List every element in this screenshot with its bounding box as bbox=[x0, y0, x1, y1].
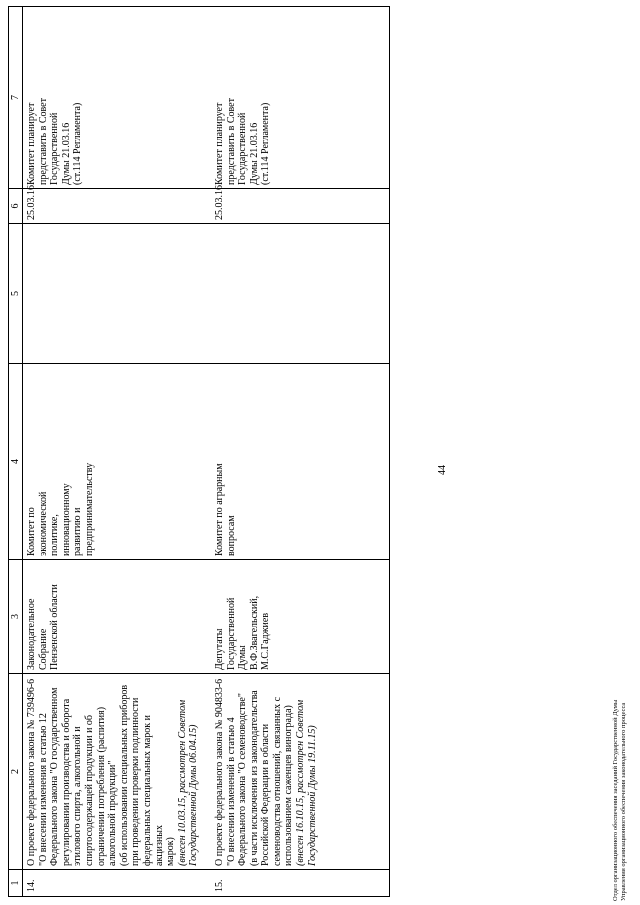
bill-title-line: при проведении проверки подлинности bbox=[130, 697, 142, 866]
column-header: 6 bbox=[9, 189, 23, 224]
column-header: 4 bbox=[9, 364, 23, 560]
bill-title-line: (в части исключения из законодательства bbox=[248, 690, 260, 866]
committee-line: Комитет по bbox=[26, 507, 37, 556]
initiator-line: В.Ф.Звагельский, bbox=[248, 595, 260, 670]
committee-line: инновационному bbox=[60, 483, 72, 556]
initiator-line: Собрание bbox=[37, 628, 49, 670]
row-number: 15. bbox=[200, 870, 390, 897]
bill-title-line: этилового спирта, алкогольной и bbox=[72, 726, 84, 866]
responsible-committee bbox=[23, 364, 200, 560]
bill-title-line: семеноводства отношений, связанных с bbox=[271, 696, 283, 866]
bill-title-line: О проекте федерального закона № 904833-6 bbox=[213, 678, 225, 866]
bill-title-line: Федерального закона "О государственном bbox=[49, 687, 61, 866]
column-header: 5 bbox=[9, 224, 23, 364]
status-cell bbox=[23, 7, 200, 189]
bill-title-line: регулировании производства и оборота bbox=[60, 698, 72, 866]
committee-line: вопросам bbox=[225, 515, 237, 556]
committee-line: политике, bbox=[49, 514, 61, 556]
bill-title-line: марок) bbox=[165, 837, 177, 866]
status-line: Комитет планирует bbox=[213, 102, 225, 185]
status-line: (ст.114 Регламента) bbox=[260, 102, 272, 185]
page-number: 44 bbox=[437, 465, 448, 475]
status-line: Государственной bbox=[49, 112, 61, 185]
footer-line: Отдел организационного обеспечения заседаний Государственной Думы bbox=[612, 699, 619, 901]
bill-title-line: Федерального закона "О семеноводстве" bbox=[237, 693, 249, 866]
status-line: Комитет планирует bbox=[26, 102, 37, 185]
column-5-cell bbox=[200, 224, 390, 364]
footer-line: Управления организационного обеспечения законодательного процесса bbox=[620, 702, 627, 901]
committee-line: экономической bbox=[37, 491, 49, 556]
bill-title-line: использованием саженцев винограда) bbox=[283, 705, 295, 866]
footer bbox=[612, 700, 628, 901]
bills-table bbox=[8, 6, 390, 897]
committee-line: Комитет по аграрным bbox=[213, 463, 225, 556]
row-number: 14. bbox=[23, 870, 200, 897]
initiator-line: Государственной bbox=[225, 597, 237, 670]
status-line: Думы 21.03.16 bbox=[248, 122, 260, 185]
bill-title-line: "О внесении изменений в статью 4 bbox=[225, 717, 237, 866]
date-cell: 25.03.16 bbox=[23, 189, 200, 224]
bill-description bbox=[23, 674, 200, 870]
committee-line: развитию и bbox=[72, 507, 84, 556]
bill-title-line: Российской Федерации в области bbox=[260, 723, 272, 866]
bill-note-line: (внесен 16.10.15, рассмотрен Советом bbox=[295, 699, 307, 866]
initiator-line: Думы bbox=[237, 645, 249, 670]
bill-title-line: ограничении потребления (распития) bbox=[95, 706, 107, 866]
bill-title-line: федеральных специальных марок и акцизных bbox=[141, 715, 165, 866]
status-line: представить в Совет bbox=[37, 98, 49, 185]
column-header: 1 bbox=[9, 870, 23, 897]
initiator-line: Депутаты bbox=[213, 628, 225, 670]
column-header: 7 bbox=[9, 7, 23, 189]
column-5-cell bbox=[23, 224, 200, 364]
bill-note-line: Государственной Думы 06.04.15) bbox=[188, 724, 200, 866]
initiator-line: М.С.Гаджиев bbox=[260, 612, 272, 670]
date-cell: 25.03.16 bbox=[200, 189, 390, 224]
column-header: 2 bbox=[9, 674, 23, 870]
table-header-row bbox=[9, 7, 23, 897]
bill-title-line: спиртосодержащей продукции и об bbox=[83, 714, 95, 866]
status-line: (ст.114 Регламента) bbox=[72, 102, 84, 185]
bill-title-line: (об использовании специальных приборов bbox=[118, 684, 130, 866]
column-header: 3 bbox=[9, 560, 23, 674]
status-line: Государственной bbox=[237, 112, 249, 185]
initiator-line: Пензенской области bbox=[49, 584, 61, 670]
bill-initiator bbox=[200, 560, 390, 674]
initiator-line: Законодательное bbox=[26, 598, 37, 670]
bill-title-line: алкогольной продукции" bbox=[107, 760, 119, 866]
table-row bbox=[23, 7, 200, 897]
bill-note-line: Государственной Думы 19.11.15) bbox=[306, 725, 318, 866]
bill-title-line: О проекте федерального закона № 739496-6 bbox=[26, 678, 37, 866]
bill-note-line: (внесен 10.03.15, рассмотрен Советом bbox=[176, 699, 188, 866]
bill-description bbox=[200, 674, 390, 870]
status-cell bbox=[200, 7, 390, 189]
status-line: представить в Совет bbox=[225, 98, 237, 185]
bill-initiator bbox=[23, 560, 200, 674]
responsible-committee bbox=[200, 364, 390, 560]
committee-line: предпринимательству bbox=[83, 462, 95, 556]
status-line: Думы 21.03.16 bbox=[60, 122, 72, 185]
bill-title-line: "О внесении изменения в статью 12 bbox=[37, 713, 49, 866]
table-row bbox=[200, 7, 390, 897]
